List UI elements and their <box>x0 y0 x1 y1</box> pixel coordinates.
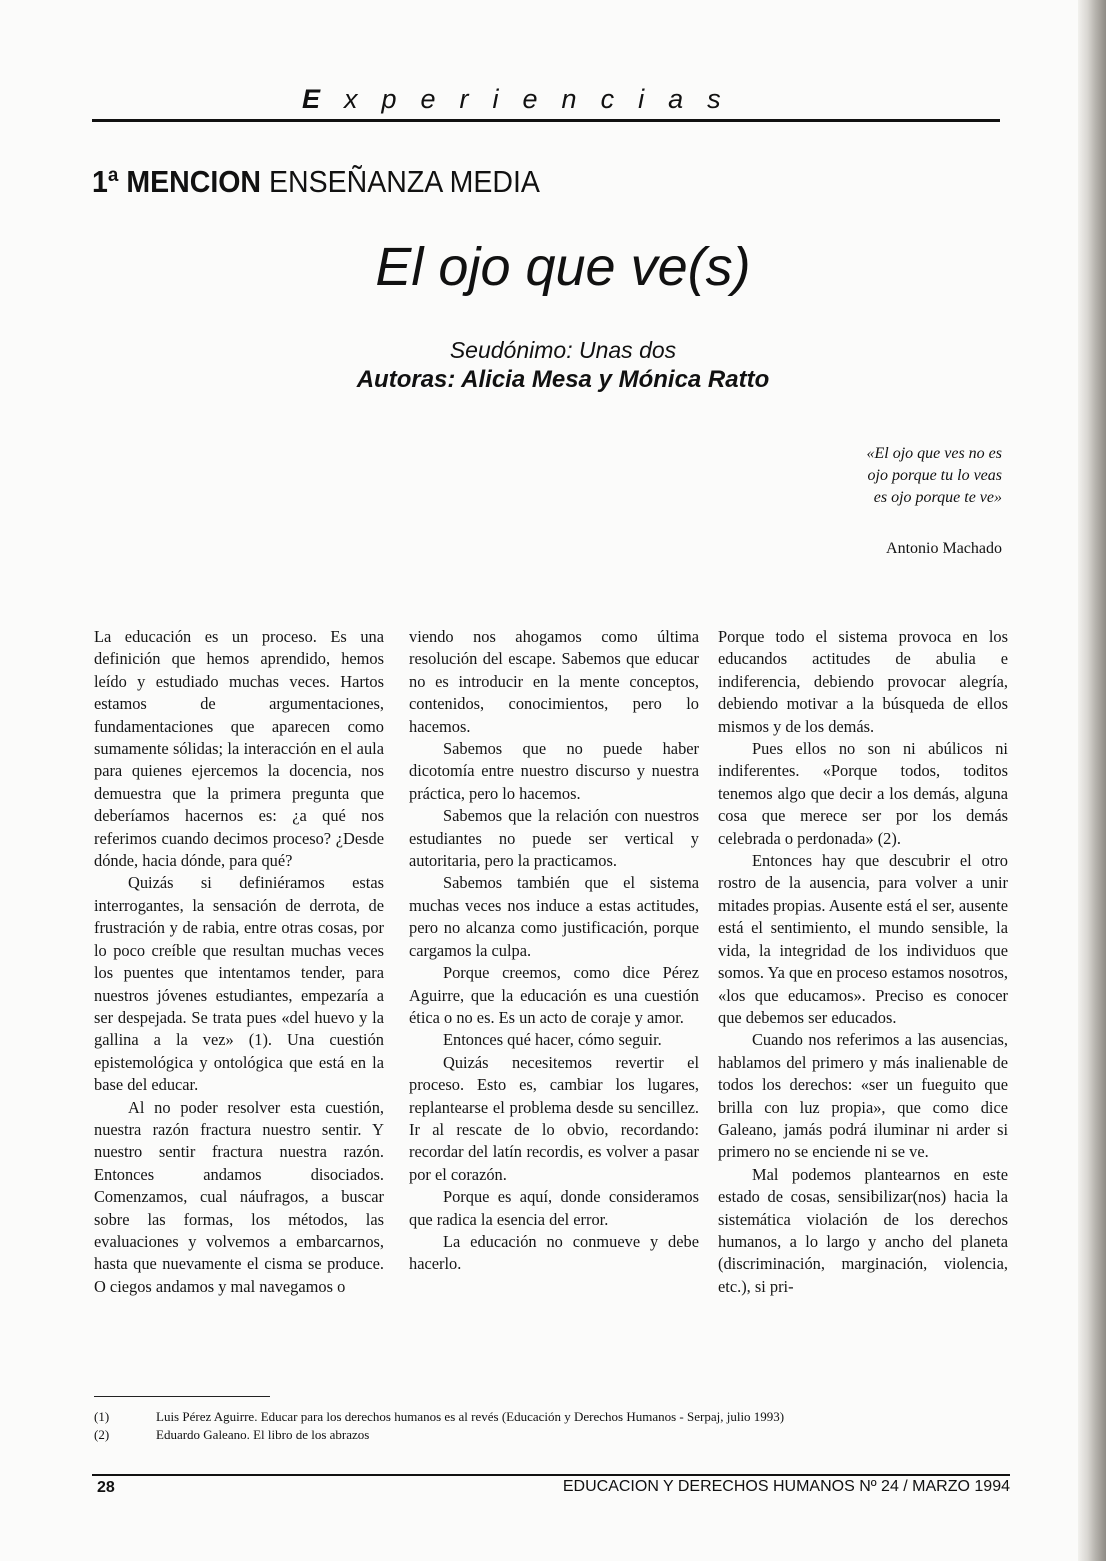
page-number: 28 <box>97 1479 115 1496</box>
body-column-1 <box>94 626 384 1298</box>
paragraph: Quizás si definiéramos estas interrogantes, la sensación de derrota, de frustración y de rabia, entre otras cosas, por lo poco creíble que resultan muchas veces los puentes que intentamos tender, para nuestros jóvenes estudiantes, empezaría a ser despejada. Se trata pues «del huevo y la gallina a la vez» (1). Una cuestión epistemológica y ontológica que está en la base del educar. <box>94 873 384 1095</box>
footnote-rule <box>94 1396 270 1397</box>
footnote-text: Eduardo Galeano. El libro de los abrazos <box>156 1427 370 1442</box>
publication-footer: EDUCACION Y DERECHOS HUMANOS Nº 24 / MARZO 1994 <box>562 1478 1010 1495</box>
paragraph: Quizás necesitemos revertir el proceso. Esto es, cambiar los lugares, replantearse el problema desde su sencillez. Ir al rescate de lo obvio, recordando: recordar del latín recordis, es volver a pasar por el corazón. <box>409 1052 699 1184</box>
award-mention: 1ª MENCION <box>92 164 262 199</box>
epigraph-author: Antonio Machado <box>886 540 1002 557</box>
award-title <box>92 164 540 200</box>
paragraph: Entonces qué hacer, cómo seguir. <box>443 1030 662 1050</box>
paragraph: Entonces hay que descubrir el otro rostro de la ausencia, para volver a unir mitades propias. Ausente está el ser, ausente está el sentimiento, el mundo sensible, la vida, la integridad de los individuos que somos. Ya que en proceso estamos nosotros, «los que educamos». Preciso es conocer que debemos ser educados. <box>718 851 1009 1027</box>
authors: Autoras: Alicia Mesa y Mónica Ratto <box>356 366 770 393</box>
footnote-text: Luis Pérez Aguirre. Educar para los derechos humanos es al revés (Educación y Derechos Humanos - Serpaj, julio 1993) <box>156 1409 785 1424</box>
footnote-number: (2) <box>94 1427 110 1442</box>
paragraph: viendo nos ahogamos como última resolución del escape. Sabemos que educar no es introducir en la mente conceptos, contenidos, conocimientos, pero lo hacemos. <box>409 627 699 736</box>
body-column-3 <box>718 626 1008 1298</box>
section-header-initial: E <box>302 84 345 114</box>
page-edge-shadow <box>1078 0 1106 1561</box>
paragraph: Porque es aquí, donde consideramos que radica la esencia del error. <box>409 1187 699 1229</box>
header-rule <box>92 119 1000 122</box>
epigraph <box>682 443 1002 509</box>
paragraph: Sabemos que la relación con nuestros estudiantes no puede ser vertical y autoritaria, pero la practicamos. <box>409 806 699 871</box>
body-column-2 <box>409 626 699 1276</box>
section-header <box>92 84 1000 118</box>
paragraph: Sabemos también que el sistema muchas veces nos induce a estas actitudes, pero no alcanza como justificación, porque cargamos la culpa. <box>409 873 699 960</box>
footer-rule <box>92 1474 1010 1476</box>
section-header-rest: xperiencias <box>344 84 745 114</box>
paragraph: La educación no conmueve y debe hacerlo. <box>409 1231 699 1274</box>
paragraph: Porque todo el sistema provoca en los educandos actitudes de abulia e indiferencia, debiendo provocar alegría, debiendo motivar a la búsqueda de ellos mismos y de los demás. <box>718 627 1008 736</box>
epigraph-line: es ojo porque te ve» <box>873 489 1002 506</box>
paragraph: Mal podemos plantearnos en este estado de cosas, sensibilizar(nos) hacia la sistemática violación de los derechos humanos, a lo largo y ancho del planeta (discriminación, marginación, violencia, etc.), si pri- <box>718 1164 1008 1296</box>
footnote-1 <box>94 1409 994 1425</box>
pseudonym: Seudónimo: Unas dos <box>449 337 677 363</box>
paragraph: Porque creemos, como dice Pérez Aguirre, que la educación es una cuestión ética o no es. Es un acto de coraje y amor. <box>409 963 699 1027</box>
article-title: El ojo que ve(s) <box>375 237 751 297</box>
paragraph: Sabemos que no puede haber dicotomía entre nuestro discurso y nuestra práctica, pero lo hacemos. <box>409 739 699 803</box>
epigraph-line: «El ojo que ves no es <box>866 445 1002 462</box>
paragraph: Al no poder resolver esta cuestión, nuestra razón fractura nuestro sentir. Y nuestro sentir fractura nuestra razón. Entonces andamos disociados. Comenzamos, cual náufragos, a buscar sobre las formas, los métodos, las evaluaciones y volvemos a embarcarnos, hasta que nuevamente el cisma se produce. O ciegos andamos y mal navegamos o <box>94 1097 384 1296</box>
award-category: ENSEÑANZA MEDIA <box>268 164 540 199</box>
footnote-2 <box>94 1427 994 1443</box>
paragraph: Cuando nos referimos a las ausencias, hablamos del primero y más inalienable de todos los derechos: «ser un fueguito que brilla con luz propia», que como dice Galeano, jamás podrá iluminar ni arder si primero no se enciende ni se ve. <box>718 1030 1008 1162</box>
paragraph: La educación es un proceso. Es una definición que hemos aprendido, hemos leído y estudiado muchas veces. Hartos estamos de argumentaciones, fundamentaciones que aparecen como sumamente sólidas; la interacción en el aula para quienes ejercemos la docencia, nos demuestra que la primera pregunta que deberíamos hacernos es: ¿a qué nos referimos cuando decimos proceso? ¿Desde dónde, hacia dónde, para qué? <box>94 627 384 871</box>
paragraph: Pues ellos no son ni abúlicos ni indiferentes. «Porque todos, toditos tenemos algo que decir a los demás, alguna cosa que merece ser por los demás celebrada o perdonada» (2). <box>718 739 1008 848</box>
epigraph-line: ojo porque tu lo veas <box>867 467 1002 484</box>
footnote-number: (1) <box>94 1409 110 1424</box>
